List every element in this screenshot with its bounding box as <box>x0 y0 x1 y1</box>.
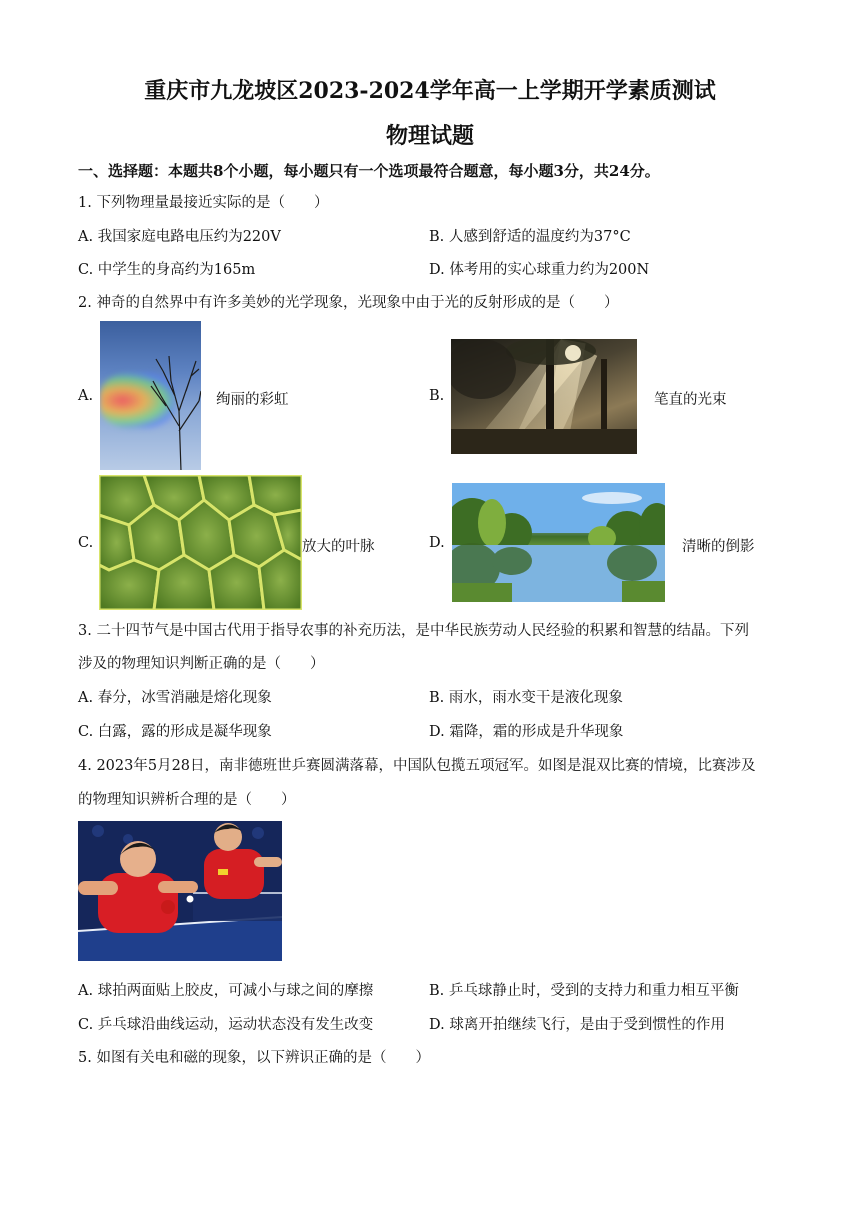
question-1-option-b: B. 人感到舒适的温度约为37°C <box>429 229 631 245</box>
question-2-stem: 2. 神奇的自然界中有许多美妙的光学现象，光现象中由于光的反射形成的是（ ） <box>78 295 619 311</box>
river-reflection-photo <box>452 483 665 602</box>
leaf-vein-photo <box>99 475 302 610</box>
question-4-stem-line2: 的物理知识辨析合理的是（ ） <box>78 792 296 808</box>
question-1-option-d: D. 体考用的实心球重力约为200N <box>429 262 650 278</box>
question-3-stem-line1: 3. 二十四节气是中国古代用于指导农事的补充历法，是中华民族劳动人民经验的积累和智慧的结晶。下列 <box>78 623 749 639</box>
question-2-option-a-caption: 绚丽的彩虹 <box>216 392 289 408</box>
tree-silhouette <box>141 351 201 470</box>
question-3-option-a: A. 春分，冰雪消融是熔化现象 <box>78 690 272 706</box>
question-4-option-d: D. 球离开拍继续飞行，是由于受到惯性的作用 <box>429 1017 725 1033</box>
question-2-option-a-letter: A. <box>78 388 94 404</box>
question-4-option-b: B. 乒乓球静止时，受到的支持力和重力相互平衡 <box>429 983 739 999</box>
question-4-option-a: A. 球拍两面贴上胶皮，可减小与球之间的摩擦 <box>78 983 374 999</box>
question-1-stem: 1. 下列物理量最接近实际的是（ ） <box>78 195 329 211</box>
section-heading: 一、选择题：本题共8个小题，每小题只有一个选项最符合题意，每小题3分，共24分。 <box>78 162 660 180</box>
question-2-option-d-letter: D. <box>429 535 445 551</box>
rainbow-photo <box>100 321 201 470</box>
question-1-option-c: C. 中学生的身高约为165m <box>78 262 256 278</box>
page-title: 重庆市九龙坡区2023-2024学年高一上学期开学素质测试 <box>144 78 716 104</box>
table-tennis-photo <box>78 821 282 961</box>
page-subtitle: 物理试题 <box>385 123 474 149</box>
question-2-option-b-letter: B. <box>429 388 445 404</box>
question-5-stem: 5. 如图有关电和磁的现象，以下辨识正确的是（ ） <box>78 1050 430 1066</box>
question-3-stem-line2: 涉及的物理知识判断正确的是（ ） <box>78 656 325 672</box>
question-2-option-b-caption: 笔直的光束 <box>654 392 727 408</box>
question-2-option-d-caption: 清晰的倒影 <box>682 539 755 555</box>
question-1-option-a: A. 我国家庭电路电压约为220V <box>78 229 281 245</box>
question-2-option-c-letter: C. <box>78 535 94 551</box>
question-2-option-c-caption: 放大的叶脉 <box>302 539 375 555</box>
question-3-option-d: D. 霜降，霜的形成是升华现象 <box>429 724 624 740</box>
question-4-option-c: C. 乒乓球沿曲线运动，运动状态没有发生改变 <box>78 1017 374 1033</box>
forest-light-photo <box>451 339 637 454</box>
question-4-stem-line1: 4. 2023年5月28日，南非德班世乒赛圆满落幕，中国队包揽五项冠军。如图是混双比赛的情境，比赛涉及 <box>78 758 756 774</box>
question-3-option-b: B. 雨水，雨水变干是液化现象 <box>429 690 623 706</box>
question-3-option-c: C. 白露，露的形成是凝华现象 <box>78 724 272 740</box>
